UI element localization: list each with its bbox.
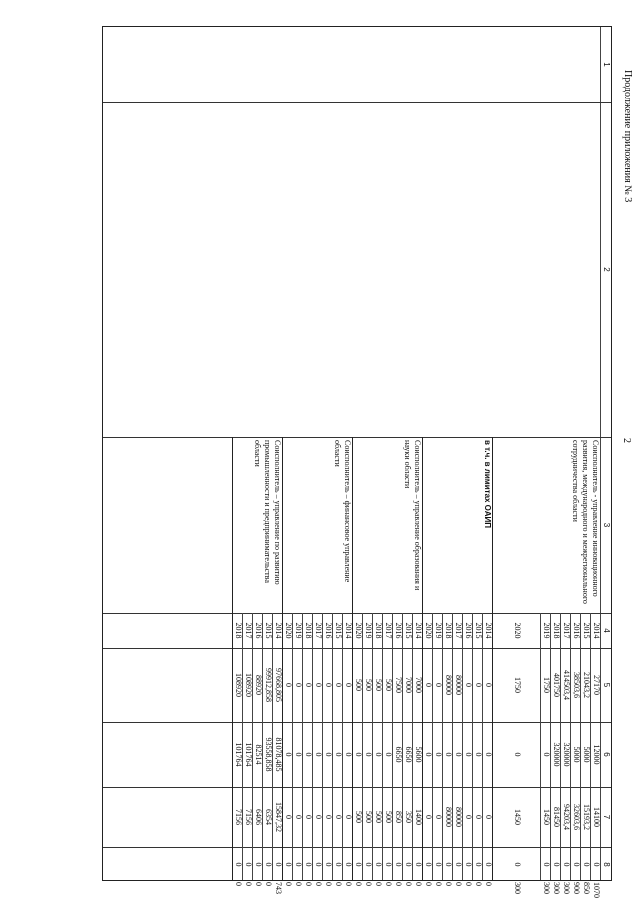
cell-col4: 2020 bbox=[284, 622, 293, 639]
cell-col7: 15847,32 bbox=[274, 802, 283, 832]
cell-col6: 0 bbox=[344, 752, 353, 757]
cell-col5: 0 bbox=[464, 683, 473, 687]
table-row bbox=[541, 27, 551, 894]
cell-col5: 1750 bbox=[513, 677, 522, 693]
table-row bbox=[383, 27, 393, 886]
cell-col4: 2019 bbox=[542, 622, 551, 639]
cell-col5: 401750 bbox=[552, 673, 561, 697]
cell-col6: 0 bbox=[454, 752, 463, 757]
cell-col8: 0 bbox=[572, 862, 581, 867]
cell-col6: 0 bbox=[384, 752, 393, 757]
cell-col9: 0 bbox=[354, 882, 363, 886]
cell-col8: 0 bbox=[542, 862, 551, 867]
cell-col6: 0 bbox=[484, 752, 493, 757]
section-title: Соисполнитель – управление образования и науки области bbox=[403, 440, 422, 591]
cell-col7: 0 bbox=[424, 815, 433, 819]
cell-col5: 500 bbox=[364, 679, 373, 691]
cell-col7: 0 bbox=[474, 815, 483, 819]
cell-col9: 900 bbox=[572, 882, 581, 894]
table-row bbox=[303, 27, 313, 886]
cell-col9: 0 bbox=[314, 882, 323, 886]
table-row bbox=[403, 27, 413, 886]
cell-col6: 0 bbox=[324, 752, 333, 757]
cell-col8: 0 bbox=[434, 862, 443, 867]
cell-col9: 0 bbox=[334, 882, 343, 886]
cell-col4: 2014 bbox=[592, 622, 601, 639]
cell-col4: 2017 bbox=[244, 622, 253, 639]
cell-col9: 0 bbox=[384, 882, 393, 886]
cell-col6: 0 bbox=[444, 752, 453, 757]
cell-col6: 0 bbox=[542, 752, 551, 757]
table-row bbox=[483, 27, 493, 886]
cell-col4: 2015 bbox=[582, 622, 591, 639]
table-row bbox=[323, 27, 333, 886]
cell-col8: 0 bbox=[464, 862, 473, 867]
table-row bbox=[571, 27, 581, 894]
cell-col4: 2019 bbox=[434, 622, 443, 639]
cell-col8: 0 bbox=[582, 862, 591, 867]
cell-col6: 0 bbox=[424, 752, 433, 757]
cell-col5: 0 bbox=[304, 683, 313, 687]
cell-col9: 0 bbox=[394, 882, 403, 886]
cell-col5: 80000 bbox=[454, 675, 463, 695]
cell-col6: 0 bbox=[464, 752, 473, 757]
table-row bbox=[333, 27, 343, 886]
cell-col8: 0 bbox=[254, 862, 263, 867]
cell-col5: 0 bbox=[484, 683, 493, 687]
cell-col6: 0 bbox=[314, 752, 323, 757]
cell-col8: 0 bbox=[552, 862, 561, 867]
column-header-8: 8 bbox=[602, 862, 611, 867]
cell-col4: 2020 bbox=[513, 622, 522, 639]
table-row bbox=[591, 27, 601, 898]
cell-col5: 7000 bbox=[404, 677, 413, 693]
cell-col9: 0 bbox=[244, 882, 253, 886]
cell-col8: 0 bbox=[592, 862, 601, 867]
table-row bbox=[473, 27, 483, 886]
table-row bbox=[581, 27, 591, 894]
cell-col4: 2015 bbox=[474, 622, 483, 639]
cell-col8: 0 bbox=[454, 862, 463, 867]
table-row bbox=[413, 27, 423, 886]
cell-col9: 0 bbox=[434, 882, 443, 886]
cell-col9: 0 bbox=[374, 882, 383, 886]
cell-col4: 2016 bbox=[254, 622, 263, 639]
budget-table bbox=[102, 26, 612, 898]
cell-col7: 14100 bbox=[592, 807, 601, 827]
cell-col8: 0 bbox=[474, 862, 483, 867]
cell-col7: 6354 bbox=[264, 809, 273, 825]
cell-col5: 88920 bbox=[254, 675, 263, 695]
cell-col8: 0 bbox=[394, 862, 403, 867]
cell-col5: 7500 bbox=[394, 677, 403, 693]
cell-col7: 350 bbox=[404, 811, 413, 823]
cell-col9: 0 bbox=[464, 882, 473, 886]
cell-col6: 320000 bbox=[552, 742, 561, 767]
cell-col7: 0 bbox=[294, 815, 303, 819]
cell-col5: 108920 bbox=[244, 673, 253, 697]
column-header-2: 2 bbox=[602, 267, 611, 272]
cell-col5: 0 bbox=[314, 683, 323, 687]
cell-col5: 80000 bbox=[444, 675, 453, 695]
cell-col7: 1450 bbox=[513, 809, 522, 825]
table-row bbox=[263, 27, 273, 886]
cell-col6: 12000 bbox=[592, 744, 601, 765]
cell-col4: 2020 bbox=[424, 622, 433, 639]
cell-col7: 80000 bbox=[444, 807, 453, 827]
table-row bbox=[343, 27, 353, 886]
cell-col8: 0 bbox=[562, 862, 571, 867]
table-row bbox=[443, 27, 453, 886]
cell-col7: 6406 bbox=[254, 809, 263, 825]
table-row bbox=[393, 27, 403, 886]
cell-col5: 0 bbox=[294, 683, 303, 687]
cell-col4: 2015 bbox=[264, 622, 273, 639]
cell-col6: 0 bbox=[364, 752, 373, 757]
cell-col8: 0 bbox=[364, 862, 373, 867]
cell-col5: 0 bbox=[344, 683, 353, 687]
column-header-5: 5 bbox=[602, 682, 611, 688]
cell-col4: 2017 bbox=[562, 622, 571, 639]
cell-col7: 32603,6 bbox=[572, 804, 581, 830]
cell-col4: 2020 bbox=[354, 622, 363, 639]
table-row bbox=[233, 27, 243, 886]
cell-col8: 0 bbox=[274, 862, 283, 867]
cell-col8: 0 bbox=[284, 862, 293, 867]
cell-col7: 0 bbox=[484, 815, 493, 819]
cell-col6: 6650 bbox=[404, 746, 413, 763]
cell-col5: 500 bbox=[384, 679, 393, 691]
cell-col5: 0 bbox=[434, 683, 443, 687]
cell-col5: 500 bbox=[354, 679, 363, 691]
cell-col5: 0 bbox=[334, 683, 343, 687]
cell-col8: 0 bbox=[264, 862, 273, 867]
cell-col5: 1750 bbox=[542, 677, 551, 693]
cell-col8: 0 bbox=[484, 862, 493, 867]
cell-col7: 0 bbox=[324, 815, 333, 819]
cell-col8: 0 bbox=[294, 862, 303, 867]
cell-col5: 38503,6 bbox=[572, 672, 581, 698]
cell-col9: 850 bbox=[582, 882, 591, 894]
cell-col7: 0 bbox=[344, 815, 353, 819]
cell-col5: 0 bbox=[324, 683, 333, 687]
cell-col8: 0 bbox=[384, 862, 393, 867]
cell-col8: 0 bbox=[404, 862, 413, 867]
cell-col6: 0 bbox=[334, 752, 343, 757]
cell-col4: 2019 bbox=[294, 622, 303, 639]
cell-col5: 0 bbox=[284, 683, 293, 687]
cell-col6: 101764 bbox=[234, 742, 243, 767]
cell-col7: 7156 bbox=[244, 809, 253, 825]
cell-col4: 2015 bbox=[404, 622, 413, 639]
cell-col8: 0 bbox=[324, 862, 333, 867]
cell-col6: 82514 bbox=[254, 744, 263, 765]
cell-col5: 27170 bbox=[592, 675, 601, 695]
cell-col8: 0 bbox=[444, 862, 453, 867]
cell-col9: 300 bbox=[562, 882, 571, 894]
table-row bbox=[433, 27, 443, 886]
cell-col6: 0 bbox=[284, 752, 293, 757]
cell-col9: 0 bbox=[444, 882, 453, 886]
cell-col8: 0 bbox=[374, 862, 383, 867]
cell-col6: 0 bbox=[474, 752, 483, 757]
cell-col9: 0 bbox=[324, 882, 333, 886]
cell-col4: 2016 bbox=[394, 622, 403, 639]
cell-col4: 2019 bbox=[364, 622, 373, 639]
cell-col7: 500 bbox=[374, 811, 383, 823]
cell-col6: 5000 bbox=[572, 746, 581, 763]
table-row bbox=[253, 27, 263, 886]
cell-col9: 0 bbox=[454, 882, 463, 886]
cell-col4: 2017 bbox=[314, 622, 323, 639]
column-header-1: 1 bbox=[602, 62, 611, 67]
cell-col7: 500 bbox=[364, 811, 373, 823]
cell-col4: 2018 bbox=[444, 622, 453, 639]
cell-col5: 0 bbox=[424, 683, 433, 687]
cell-col4: 2018 bbox=[234, 622, 243, 639]
cell-col7: 0 bbox=[434, 815, 443, 819]
cell-col9: 0 bbox=[364, 882, 373, 886]
section-title: Соисполнитель - управление инновационного развития, международного и межрегионального сотрудничества области bbox=[571, 440, 600, 604]
cell-col7: 1450 bbox=[542, 809, 551, 825]
table-row bbox=[493, 27, 541, 894]
cell-col9: 0 bbox=[304, 882, 313, 886]
cell-col9: 0 bbox=[264, 882, 273, 886]
table-row bbox=[561, 27, 571, 894]
cell-col5: 7000 bbox=[414, 677, 423, 693]
table-row bbox=[463, 27, 473, 886]
cell-col8: 0 bbox=[234, 862, 243, 867]
cell-col4: 2014 bbox=[274, 622, 283, 639]
cell-col6: 101764 bbox=[244, 742, 253, 767]
cell-col4: 2018 bbox=[304, 622, 313, 639]
cell-col4: 2014 bbox=[344, 622, 353, 639]
cell-col8: 0 bbox=[314, 862, 323, 867]
cell-col9: 0 bbox=[284, 882, 293, 886]
cell-col7: 81450 bbox=[552, 807, 561, 827]
cell-col4: 2017 bbox=[384, 622, 393, 639]
cell-col6: 0 bbox=[294, 752, 303, 757]
cell-col7: 850 bbox=[394, 811, 403, 823]
table-row bbox=[273, 27, 283, 894]
cell-col5: 108920 bbox=[234, 673, 243, 697]
cell-col8: 0 bbox=[304, 862, 313, 867]
cell-col4: 2018 bbox=[552, 622, 561, 639]
cell-col4: 2015 bbox=[334, 622, 343, 639]
cell-col9: 0 bbox=[404, 882, 413, 886]
cell-col9: 0 bbox=[484, 882, 493, 886]
cell-col8: 0 bbox=[354, 862, 363, 867]
table-row bbox=[423, 27, 433, 886]
cell-col4: 2016 bbox=[464, 622, 473, 639]
cell-col4: 2014 bbox=[414, 622, 423, 639]
cell-col5: 500 bbox=[374, 679, 383, 691]
cell-col7: 500 bbox=[384, 811, 393, 823]
cell-col8: 0 bbox=[513, 862, 522, 867]
cell-col6: 0 bbox=[434, 752, 443, 757]
cell-col7: 94203,4 bbox=[562, 804, 571, 830]
column-header-7: 7 bbox=[602, 814, 611, 820]
cell-col7: 80000 bbox=[454, 807, 463, 827]
cell-col8: 0 bbox=[334, 862, 343, 867]
column-header-3: 3 bbox=[602, 522, 611, 528]
cell-col8: 0 bbox=[424, 862, 433, 867]
cell-col8: 0 bbox=[414, 862, 423, 867]
cell-col4: 2017 bbox=[454, 622, 463, 639]
cell-col6: 0 bbox=[513, 752, 522, 757]
cell-col9: 300 bbox=[552, 882, 561, 894]
cell-col4: 2016 bbox=[572, 622, 581, 639]
table-row bbox=[453, 27, 463, 886]
table-row bbox=[243, 27, 253, 886]
cell-col7: 500 bbox=[354, 811, 363, 823]
cell-col4: 2018 bbox=[374, 622, 383, 639]
cell-col9: 0 bbox=[254, 882, 263, 886]
cell-col6: 320000 bbox=[562, 742, 571, 767]
cell-col6: 93558,858 bbox=[264, 737, 273, 772]
cell-col6: 0 bbox=[304, 752, 313, 757]
cell-col7: 7156 bbox=[234, 809, 243, 825]
cell-col7: 0 bbox=[284, 815, 293, 819]
cell-col6: 0 bbox=[374, 752, 383, 757]
page-number: 2 bbox=[621, 438, 632, 443]
section-title: Соисполнитель – финансовое управление области bbox=[333, 440, 352, 583]
column-header-4: 4 bbox=[602, 628, 611, 633]
cell-col5: 99912,858 bbox=[264, 668, 273, 702]
cell-col7: 0 bbox=[314, 815, 323, 819]
cell-col6: 6650 bbox=[394, 746, 403, 763]
cell-col6: 0 bbox=[354, 752, 363, 757]
cell-col9: 0 bbox=[424, 882, 433, 886]
cell-col9: 0 bbox=[474, 882, 483, 886]
cell-col9: 300 bbox=[542, 882, 551, 894]
table-row bbox=[353, 27, 363, 886]
table-row bbox=[363, 27, 373, 886]
cell-col7: 0 bbox=[304, 815, 313, 819]
table-row bbox=[373, 27, 383, 886]
column-header-6: 6 bbox=[602, 752, 611, 757]
cell-col9: 0 bbox=[234, 882, 243, 886]
cell-col9: 0 bbox=[414, 882, 423, 886]
cell-col9: 300 bbox=[513, 882, 522, 894]
table-row bbox=[283, 27, 293, 886]
section-title: Соисполнитель – управление по развитию промышленности и предпринимательства области bbox=[253, 440, 282, 585]
cell-col9: 743 bbox=[274, 882, 283, 894]
cell-col6: 5000 bbox=[582, 746, 591, 763]
cell-col7: 15193,2 bbox=[582, 804, 591, 830]
cell-col7: 1400 bbox=[414, 809, 423, 825]
section-divider bbox=[232, 437, 233, 880]
section-title: в т.ч. в лимитах ОАИП bbox=[483, 440, 492, 528]
appendix-caption: Продолжение приложения № 3 bbox=[622, 70, 633, 203]
cell-col9: 0 bbox=[294, 882, 303, 886]
cell-col5: 97668,805 bbox=[274, 668, 283, 702]
cell-col9: 1070 bbox=[592, 882, 601, 898]
cell-col5: 21043,2 bbox=[582, 672, 591, 698]
cell-col8: 0 bbox=[344, 862, 353, 867]
cell-col8: 0 bbox=[244, 862, 253, 867]
cell-col7: 0 bbox=[464, 815, 473, 819]
table-row bbox=[313, 27, 323, 886]
cell-col5: 414503,4 bbox=[562, 670, 571, 700]
cell-col7: 0 bbox=[334, 815, 343, 819]
table-row bbox=[293, 27, 303, 886]
cell-col6: 5600 bbox=[414, 746, 423, 763]
cell-col9: 0 bbox=[344, 882, 353, 886]
cell-col4: 2014 bbox=[484, 622, 493, 639]
cell-col5: 0 bbox=[474, 683, 483, 687]
table-row bbox=[551, 27, 561, 894]
cell-col6: 81078,485 bbox=[274, 737, 283, 772]
cell-col4: 2016 bbox=[324, 622, 333, 639]
